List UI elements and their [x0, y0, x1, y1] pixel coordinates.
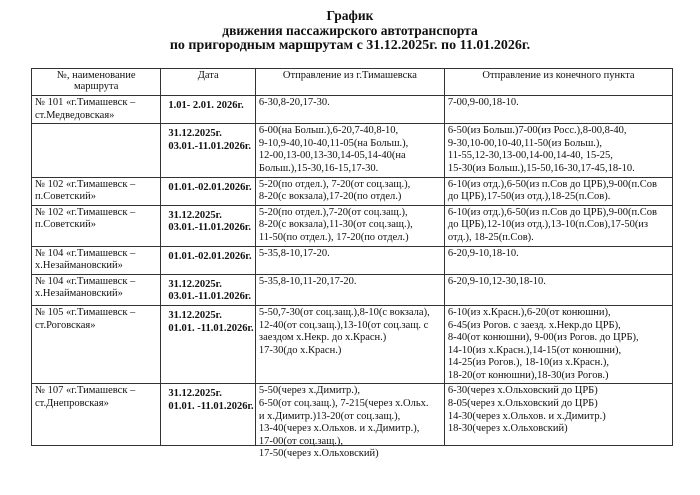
date-cell-line: 1.01- 2.01. 2026г. [168, 100, 244, 111]
title-line-1: График [326, 8, 374, 23]
date-cell-line: 03.01.-11.01.2026г. [168, 291, 252, 303]
date-cell-line: 03.01.-11.01.2026г. [168, 222, 252, 234]
date-cell-line: 31.12.2025г. [168, 388, 222, 400]
departure-end-cell-line: 18-30(через х.Ольховский) [447, 423, 568, 435]
date-cell [161, 124, 256, 177]
departure-end-cell-line: 6-30(через х.Ольховский до ЦРБ) [447, 385, 598, 397]
departure-timashevsk-cell-line: 11-50(по отдел.), 17-20(по отдел.) [258, 231, 409, 243]
date-cell-line: 31.12.2025г. [168, 209, 222, 221]
departure-timashevsk-cell-line: и х.Димитр.)13-20(от соц.защ.), [258, 410, 401, 422]
date-cell [161, 96, 256, 124]
departure-end-cell-line: 6-10(из отд.),6-50(из п.Сов до ЦРБ),9-00(п.Сов [447, 206, 657, 218]
departure-end-cell [444, 177, 672, 205]
departure-timashevsk-cell-line: 5-35,8-10,11-20,17-20. [258, 275, 357, 287]
date-cell-line: 01.01.-02.01.2026г. [168, 181, 252, 193]
date-cell-line: 31.12.2025г. [168, 278, 222, 290]
departure-end-cell-line: 15-30(из Больш.),15-50,16-30,17-45,18-10. [447, 162, 635, 174]
title-line-3: по пригородным маршрутам с 31.12.2025г. по 11.01.2026г. [169, 38, 531, 53]
departure-end-cell-line: 8-40(от конюшни), 9-00(из Рогов. до ЦРБ), [447, 332, 639, 344]
departure-timashevsk-cell [255, 96, 444, 124]
departure-end-cell [444, 384, 672, 446]
header-date: Дата [161, 69, 256, 96]
table-row [32, 177, 673, 205]
route-name-cell: № 104 «г.Тимашевск – х.Незаймановский» [32, 246, 161, 274]
departure-timashevsk-cell [255, 177, 444, 205]
departure-end-cell-line: 14-30(через х.Ольхов. и х.Димитр.) [447, 410, 606, 422]
table-row [32, 274, 673, 305]
header-from-end: Отправление из конечного пункта [444, 69, 672, 96]
departure-end-cell-line: 6-10(из х.Красн.),6-20(от конюшни), [447, 306, 611, 318]
header-from-timashevsk: Отправление из г.Тимашевска [255, 69, 444, 96]
departure-timashevsk-cell-line: 6-00(на Больш.),6-20,7-40,8-10, [258, 125, 399, 137]
departure-end-cell-line: 6-20,9-10,18-10. [447, 247, 519, 259]
departure-end-cell [444, 96, 672, 124]
date-cell-line: 01.01. -11.01.2026г. [168, 322, 254, 334]
date-cell-line: 03.01.-11.01.2026г. [168, 140, 252, 152]
departure-timashevsk-cell-line: 17-50(через х.Ольховский) [258, 448, 379, 460]
departure-timashevsk-cell-line: 13-40(через х.Ольхов. и х.Димитр.), [258, 423, 420, 435]
date-cell-line: 01.01. -11.01.2026г. [168, 401, 254, 413]
table-row [32, 96, 673, 124]
departure-end-cell-line: отд.), 18-25(п.Сов). [447, 231, 534, 243]
departure-end-cell-line: 6-10(из отд.),6-50(из п.Сов до ЦРБ),9-00(п.Сов [447, 178, 657, 190]
header-row [32, 69, 673, 96]
table-row [32, 305, 673, 384]
departure-timashevsk-cell [255, 205, 444, 246]
route-name-cell: № 107 «г.Тимашевск – ст.Днепровская» [32, 384, 161, 446]
departure-end-cell [444, 305, 672, 384]
date-cell-line: 01.01.-02.01.2026г. [168, 250, 252, 262]
departure-end-cell [444, 124, 672, 177]
date-cell [161, 246, 256, 274]
departure-timashevsk-cell [255, 384, 444, 460]
departure-timashevsk-cell-line: 6-50(от соц.защ.), 7-215(через х.Ольх. [258, 398, 429, 410]
departure-timashevsk-cell-line: 8-20(с вокзала),11-30(от соц.защ.), [258, 219, 413, 231]
date-cell [161, 205, 256, 246]
route-name-cell: № 104 «г.Тимашевск – х.Незаймановский» [32, 274, 161, 305]
departure-end-cell-line: 9-30,10-00,10-40,11-50(из Больш.), [447, 137, 603, 149]
route-name-cell: № 105 «г.Тимашевск – ст.Роговская» [32, 305, 161, 384]
departure-timashevsk-cell-line: 5-35,8-10,17-20. [258, 247, 330, 259]
date-cell [161, 305, 256, 384]
departure-timashevsk-cell [255, 305, 444, 384]
departure-end-cell-line: 6-50(из Больш.)7-00(из Росс.),8-00,8-40, [447, 125, 627, 137]
departure-end-cell-line: 6-20,9-10,12-30,18-10. [447, 275, 546, 287]
departure-timashevsk-cell-line: заездом х.Некр. до х.Красн.) [258, 332, 387, 344]
departure-timashevsk-cell-line: 5-50,7-30(от соц.защ.),8-10(с вокзала), [258, 306, 430, 318]
date-cell [161, 384, 256, 446]
departure-end-cell-line: до ЦРБ),12-10(из отд.),13-10(п.Сов),17-50(из [447, 219, 649, 231]
departure-end-cell [444, 205, 672, 246]
departure-end-cell [444, 246, 672, 274]
departure-timashevsk-cell [255, 124, 444, 177]
route-name-cell: № 101 «г.Тимашевск – ст.Медведовская» [32, 96, 161, 124]
departure-end-cell-line: 14-10(из х.Красн.),14-15(от конюшни), [447, 344, 622, 356]
departure-end-cell-line: 6-45(из Рогов. с заезд. х.Некр.до ЦРБ), [447, 319, 621, 331]
route-name-cell: № 102 «г.Тимашевск – п.Советский» [32, 177, 161, 205]
departure-end-cell-line: 18-20(от конюшни),18-30(из Рогов.) [447, 369, 609, 381]
departure-end-cell-line: 7-00,9-00,18-10. [447, 97, 519, 108]
table-row [32, 205, 673, 246]
date-cell [161, 274, 256, 305]
departure-timashevsk-cell-line: 12-40(от соц.защ.),13-10(от соц.защ. с [258, 319, 429, 331]
departure-timashevsk-cell-line: 9-10,9-40,10-40,11-05(на Больш.), [258, 137, 409, 149]
departure-end-cell-line: 8-05(через х.Ольховский до ЦРБ) [447, 398, 598, 410]
departure-end-cell-line: до ЦРБ),17-50(из отд.),18-25(п.Сов). [447, 191, 611, 203]
date-cell [161, 177, 256, 205]
departure-timashevsk-cell [255, 246, 444, 274]
departure-end-cell-line: 11-55,12-30,13-00,14-00,14-40, 15-25, [447, 150, 613, 162]
departure-end-cell [444, 274, 672, 305]
departure-timashevsk-cell-line: 5-20(по отдел.),7-20(от соц.защ.), [258, 206, 408, 218]
table-row [32, 246, 673, 274]
date-cell-line: 31.12.2025г. [168, 309, 222, 321]
departure-timashevsk-cell-line: 17-00(от соц.защ.), [258, 435, 344, 447]
table-row [32, 124, 673, 177]
departure-timashevsk-cell-line: Больш.),15-30,16-15,17-30. [258, 162, 379, 174]
title-line-2: движения пассажирского автотранспорта [222, 23, 478, 38]
header-route: №, наименование маршрута [32, 69, 161, 96]
departure-timashevsk-cell-line: 5-20(по отдел.), 7-20(от соц.защ.), [258, 178, 411, 190]
departure-timashevsk-cell [255, 274, 444, 305]
route-name-cell [32, 124, 161, 177]
departure-timashevsk-cell-line: 17-30(до х.Красн.) [258, 344, 342, 356]
departure-timashevsk-cell-line: 12-00,13-00,13-30,14-05,14-40(на [258, 150, 406, 162]
departure-timashevsk-cell-line: 6-30,8-20,17-30. [258, 97, 330, 108]
departure-timashevsk-cell-line: 8-20(с вокзала),17-20(по отдел.) [258, 191, 402, 203]
route-name-cell: № 102 «г.Тимашевск – п.Советский» [32, 205, 161, 246]
departure-end-cell-line: 14-25(из Рогов.), 18-10(из х.Красн.), [447, 357, 609, 369]
date-cell-line: 31.12.2025г. [168, 128, 222, 140]
table-row [32, 384, 673, 446]
departure-timashevsk-cell-line: 5-50(через х.Димитр.), [258, 385, 361, 397]
schedule-table [31, 68, 673, 460]
